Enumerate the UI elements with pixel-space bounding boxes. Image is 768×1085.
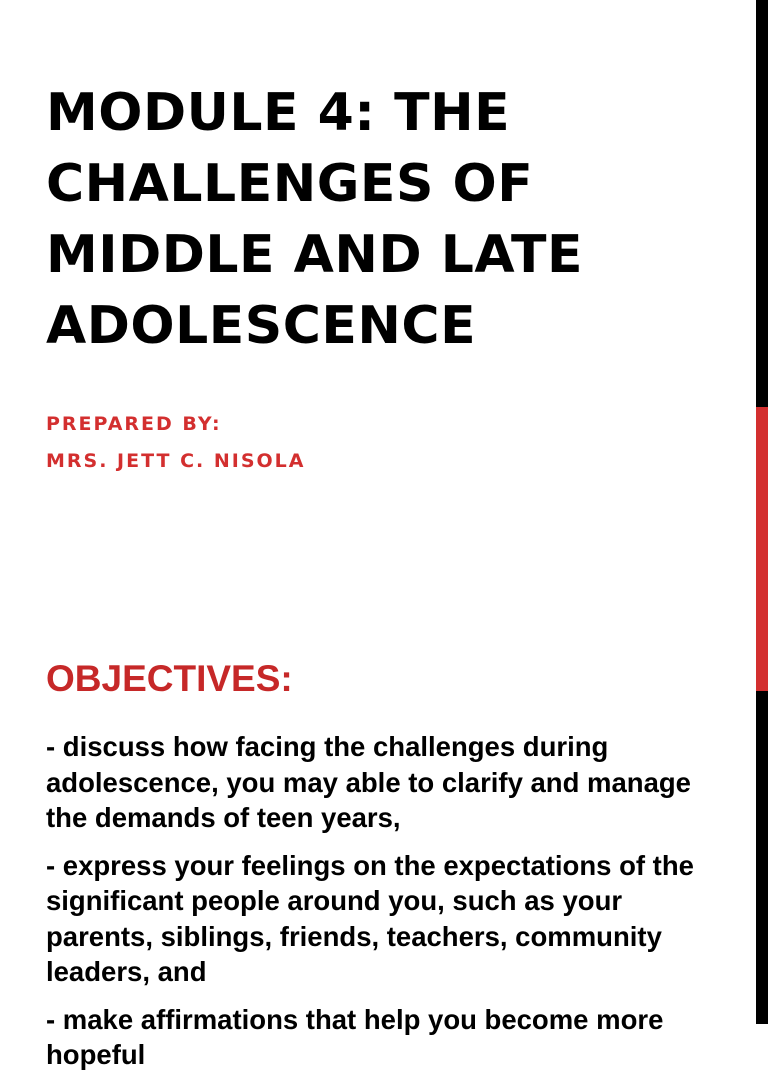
author-name: MRS. JETT C. NISOLA: [46, 450, 306, 472]
objective-item: - discuss how facing the challenges during adolescence, you may able to clarify and manage the demands of teen years,: [46, 731, 691, 833]
title-line: ADOLESCENCE: [46, 296, 477, 356]
side-bar-accent: [756, 407, 768, 691]
objective-item: - express your feelings on the expectations of the significant people around you, such as your parents, siblings, friends, teachers, community leaders, and: [46, 849, 694, 987]
prepared-by-block: [46, 406, 305, 480]
title-line: MIDDLE AND LATE: [46, 225, 584, 285]
objectives-list: [46, 729, 696, 1085]
title-line: MODULE 4: THE: [46, 83, 511, 143]
prepared-by-label: PREPARED BY:: [46, 413, 222, 435]
title-line: CHALLENGES OF: [46, 154, 534, 214]
title-slide: [46, 78, 726, 362]
slide-title: [46, 78, 726, 362]
objectives-heading: OBJECTIVES:: [46, 658, 293, 699]
objective-item: - make affirmations that help you become more hopeful: [46, 1003, 664, 1070]
